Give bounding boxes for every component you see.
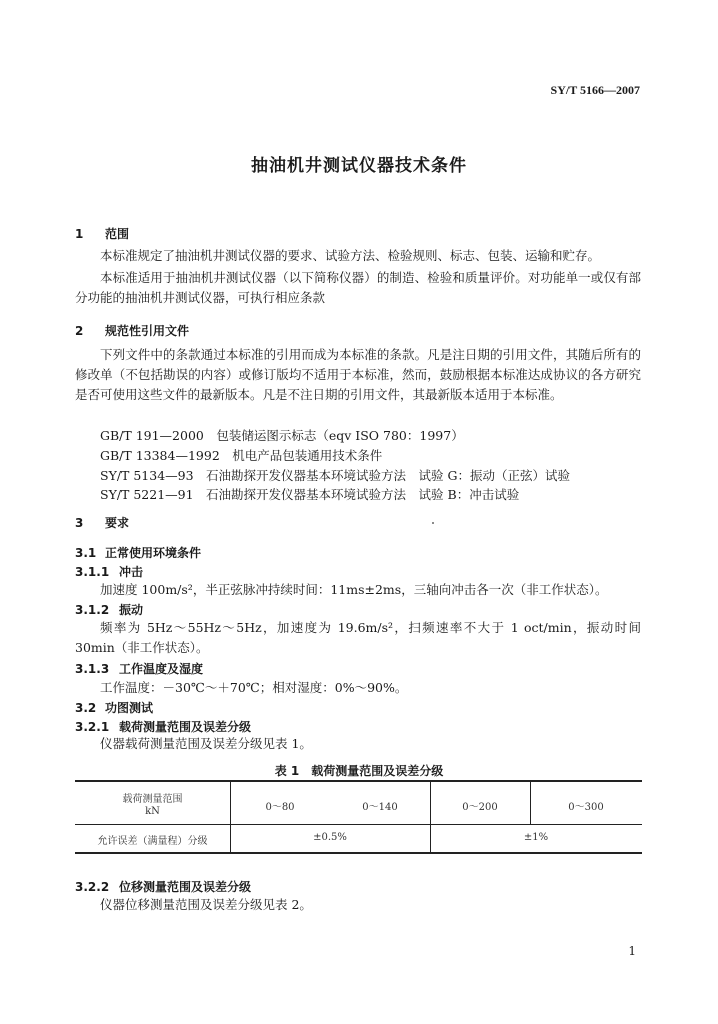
section-3-2-1-heading	[75, 718, 251, 735]
paragraph: 仪器位移测量范围及误差分级见表 2。	[100, 897, 312, 912]
paragraph: 加速度 100m/s²，半正弦脉冲持续时间：11ms±2ms，三轴向冲击各一次（非工作状态）。	[100, 582, 608, 597]
table-top-rule	[75, 780, 642, 782]
table-range-cell: 0～300	[568, 802, 604, 813]
paragraph: 下列文件中的条款通过本标准的引用而成为本标准的条款。凡是注日期的引用文件，其随后所有的修改单（不包括勘误的内容）或修订版均不适用于本标准，然而，鼓励根据本标准达成协议的各方研究是否可使用这些文件的最新版本。凡是不注日期的引用文件，其最新版本适用于本标准。	[75, 347, 641, 402]
table-error-cell: ±1%	[523, 832, 549, 843]
section-3-1-3-heading	[75, 660, 203, 677]
section-title: 范围	[105, 227, 130, 241]
section-title: 冲击	[119, 565, 144, 579]
table-caption: 表 1 载荷测量范围及误差分级	[274, 764, 444, 778]
section-number: 3.1	[75, 546, 97, 560]
paragraph: 本标准适用于抽油机井测试仪器（以下简称仪器）的制造、检验和质量评价。对功能单一或仅有部分功能的抽油机井测试仪器，可执行相应条款	[75, 270, 641, 305]
section-number: 3.1.1	[75, 565, 110, 579]
section-number: 3.2.2	[75, 880, 110, 894]
document-code: SY/T 5166—2007	[550, 83, 640, 97]
section-title: 正常使用环境条件	[105, 546, 202, 560]
section-title: 工作温度及湿度	[119, 662, 204, 676]
section-number: 2	[75, 324, 84, 338]
section-number: 1	[75, 227, 84, 241]
table-mid-rule	[75, 824, 642, 825]
table-header-unit: kN	[145, 806, 160, 817]
paragraph: 频率为 5Hz～55Hz～5Hz，加速度为 19.6m/s²，扫频速率不大于 1 oct/min，振动时间 30min（非工作状态）。	[75, 620, 641, 655]
reference-item: SY/T 5221—91 石油勘探开发仪器基本环境试验方法 试验 B：冲击试验	[100, 487, 520, 502]
section-3-1-2-heading	[75, 601, 143, 618]
table-range-cell: 0～140	[362, 802, 398, 813]
section-number: 3.2.1	[75, 720, 110, 734]
section-title: 载荷测量范围及误差分级	[119, 720, 252, 734]
paragraph: 本标准规定了抽油机井测试仪器的要求、试验方法、检验规则、标志、包装、运输和贮存。	[100, 248, 601, 263]
section-title: 规范性引用文件	[105, 324, 190, 338]
section-title: 位移测量范围及误差分级	[119, 880, 252, 894]
table-header-label: 载荷测量范围	[122, 794, 183, 805]
section-1-heading	[75, 225, 129, 242]
reference-item: GB/T 13384—1992 机电产品包装通用技术条件	[100, 448, 383, 463]
table-range-cell: 0～80	[265, 802, 295, 813]
section-number: 3.1.2	[75, 603, 110, 617]
table-error-cell: ±0.5%	[313, 832, 347, 843]
section-2-heading	[75, 322, 189, 339]
scan-speck	[432, 522, 434, 524]
table-row-label: 允许误差（满量程）分级	[97, 836, 208, 847]
section-title: 功图测试	[105, 701, 154, 715]
page-number: 1	[628, 944, 636, 958]
document-title: 抽油机井测试仪器技术条件	[251, 156, 467, 176]
table-bottom-rule	[75, 852, 642, 854]
section-3-2-heading	[75, 699, 153, 716]
section-title: 振动	[119, 603, 144, 617]
section-number: 3	[75, 516, 84, 530]
section-3-1-heading	[75, 544, 201, 561]
section-number: 3.2	[75, 701, 97, 715]
paragraph: 工作温度：－30℃～＋70℃；相对湿度：0%～90%。	[100, 680, 408, 695]
section-3-1-1-heading	[75, 563, 143, 580]
reference-item: GB/T 191—2000 包装储运图示标志（eqv ISO 780：1997）	[100, 428, 464, 443]
section-3-heading	[75, 514, 129, 531]
section-3-2-2-heading	[75, 878, 251, 895]
reference-item: SY/T 5134—93 石油勘探开发仪器基本环境试验方法 试验 G：振动（正弦）试验	[100, 468, 571, 483]
table-range-cell: 0～200	[462, 802, 498, 813]
paragraph: 仪器载荷测量范围及误差分级见表 1。	[100, 736, 312, 751]
section-number: 3.1.3	[75, 662, 110, 676]
section-title: 要求	[105, 516, 130, 530]
